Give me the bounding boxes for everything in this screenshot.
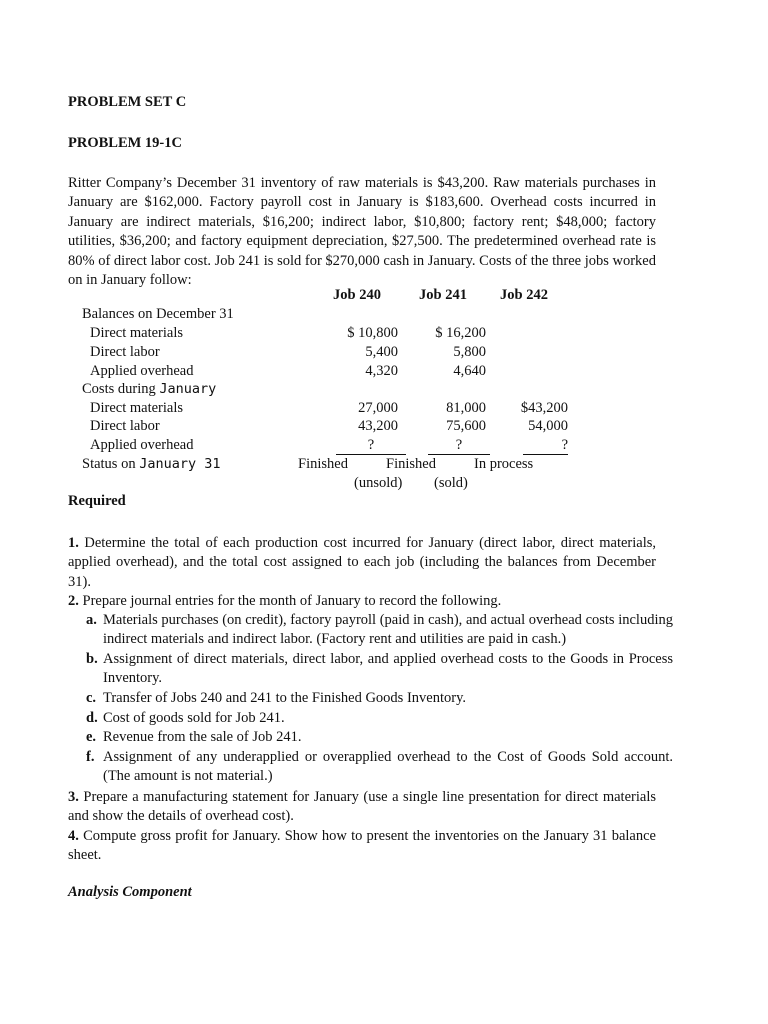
cell-241-dm-jan: 81,000 — [446, 400, 486, 416]
requirement-3 — [68, 788, 656, 827]
requirement-2c-letter: c. — [86, 690, 97, 706]
status-job-240: Finished — [298, 456, 348, 472]
requirement-2-text: Prepare journal entries for the month of January to record the following. — [78, 593, 502, 609]
requirement-3-text: Prepare a manufacturing statement for January (use a single line presentation for direct materials and show the details of overhead cost). — [68, 789, 656, 825]
cell-242-dm-jan: $43,200 — [520, 400, 568, 416]
cell-240-dm-dec: $ 10,800 — [347, 325, 398, 341]
cell-240-oh-dec: 4,320 — [365, 363, 398, 379]
requirement-2d — [86, 709, 673, 728]
cell-242-dl-jan: 54,000 — [528, 418, 568, 434]
section-january-costs — [82, 381, 216, 398]
requirement-1-text: Determine the total of each production cost incurred for January (direct labor, direct materials, applied overhead), and the total cost assigned to each job (including the balances from December 31). — [68, 535, 656, 590]
requirement-2e-text: Revenue from the sale of Job 241. — [103, 729, 302, 745]
status-job-242: In process — [474, 456, 534, 472]
requirement-3-number: 3. — [68, 789, 79, 805]
requirement-1-number: 1. — [68, 535, 79, 551]
row-label-direct-materials-jan: Direct materials — [90, 400, 183, 416]
required-heading: Required — [68, 493, 126, 509]
cell-241-oh-dec: 4,640 — [453, 363, 486, 379]
cell-242-oh-jan: ? — [523, 437, 568, 455]
section-december-balances: Balances on December 31 — [82, 306, 234, 322]
row-label-applied-overhead-jan: Applied overhead — [90, 437, 194, 453]
section-january-costs-month: January — [159, 381, 217, 397]
analysis-component-heading: Analysis Component — [68, 884, 192, 900]
requirement-2a-letter: a. — [86, 612, 97, 628]
status-job-241: Finished — [386, 456, 436, 472]
requirement-4-number: 4. — [68, 828, 79, 844]
header-job-240: Job 240 — [333, 287, 381, 303]
row-label-status — [82, 456, 220, 473]
requirement-2e-letter: e. — [86, 729, 97, 745]
requirement-2-number: 2. — [68, 593, 79, 609]
problem-set-heading: PROBLEM SET C — [68, 94, 187, 110]
cell-241-oh-jan: ? — [428, 437, 490, 455]
requirement-2c — [86, 689, 673, 708]
cell-240-oh-jan: ? — [336, 437, 406, 455]
row-label-direct-materials: Direct materials — [90, 325, 183, 341]
row-label-applied-overhead: Applied overhead — [90, 363, 194, 379]
requirement-2d-letter: d. — [86, 710, 98, 726]
header-job-242: Job 242 — [500, 287, 548, 303]
row-label-direct-labor-jan: Direct labor — [90, 418, 160, 434]
problem-heading: PROBLEM 19-1C — [68, 135, 182, 151]
requirement-2a — [86, 611, 673, 650]
cell-241-dm-dec: $ 16,200 — [435, 325, 486, 341]
status-sub-job-240: (unsold) — [354, 475, 403, 491]
row-label-status-text: Status on — [82, 456, 140, 472]
row-label-status-month: January 31 — [139, 456, 221, 472]
requirement-2b-text: Assignment of direct materials, direct labor, and applied overhead costs to the Goods in Process Inventory. — [103, 651, 673, 687]
cell-240-dl-jan: 43,200 — [358, 418, 398, 434]
requirement-2c-text: Transfer of Jobs 240 and 241 to the Finished Goods Inventory. — [103, 690, 467, 706]
requirement-2f-letter: f. — [86, 749, 95, 765]
requirement-2 — [68, 592, 656, 611]
cell-241-dl-dec: 5,800 — [453, 344, 486, 360]
cell-241-dl-jan: 75,600 — [446, 418, 486, 434]
section-january-costs-label: Costs during — [82, 381, 160, 397]
requirement-2e — [86, 728, 673, 747]
problem-intro: Ritter Company’s December 31 inventory of raw materials is $43,200. Raw materials purchases in January are $162,000. Factory payroll cost in January is $183,600. Overhead costs incurred in January are indirect materials, $16,200; indirect labor, $10,800; factory rent; $48,000; factory utilities, $36,200; and factory equipment depreciation, $27,500. The predetermined overhead rate is 80% of direct labor cost. Job 241 is sold for $270,000 cash in January. Costs of the three jobs worked on in January follow: — [68, 175, 656, 289]
requirement-2f-text: Assignment of any underapplied or overapplied overhead to the Cost of Goods Sold account. (The amount is not material.) — [103, 749, 673, 785]
requirement-2b-letter: b. — [86, 651, 98, 667]
cell-240-dm-jan: 27,000 — [358, 400, 398, 416]
cell-240-dl-dec: 5,400 — [365, 344, 398, 360]
row-label-direct-labor: Direct labor — [90, 344, 160, 360]
requirement-4-text: Compute gross profit for January. Show how to present the inventories on the January 31 balance sheet. — [68, 828, 656, 864]
requirement-2d-text: Cost of goods sold for Job 241. — [103, 710, 285, 726]
requirement-1 — [68, 534, 656, 592]
status-sub-job-241: (sold) — [434, 475, 468, 491]
requirement-2b — [86, 650, 673, 689]
requirement-2a-text: Materials purchases (on credit), factory payroll (paid in cash), and actual overhead costs including indirect materials and indirect labor. (Factory rent and utilities are paid in cash.) — [103, 612, 673, 648]
requirement-2f — [86, 748, 673, 787]
requirement-4 — [68, 827, 656, 866]
header-job-241: Job 241 — [419, 287, 467, 303]
